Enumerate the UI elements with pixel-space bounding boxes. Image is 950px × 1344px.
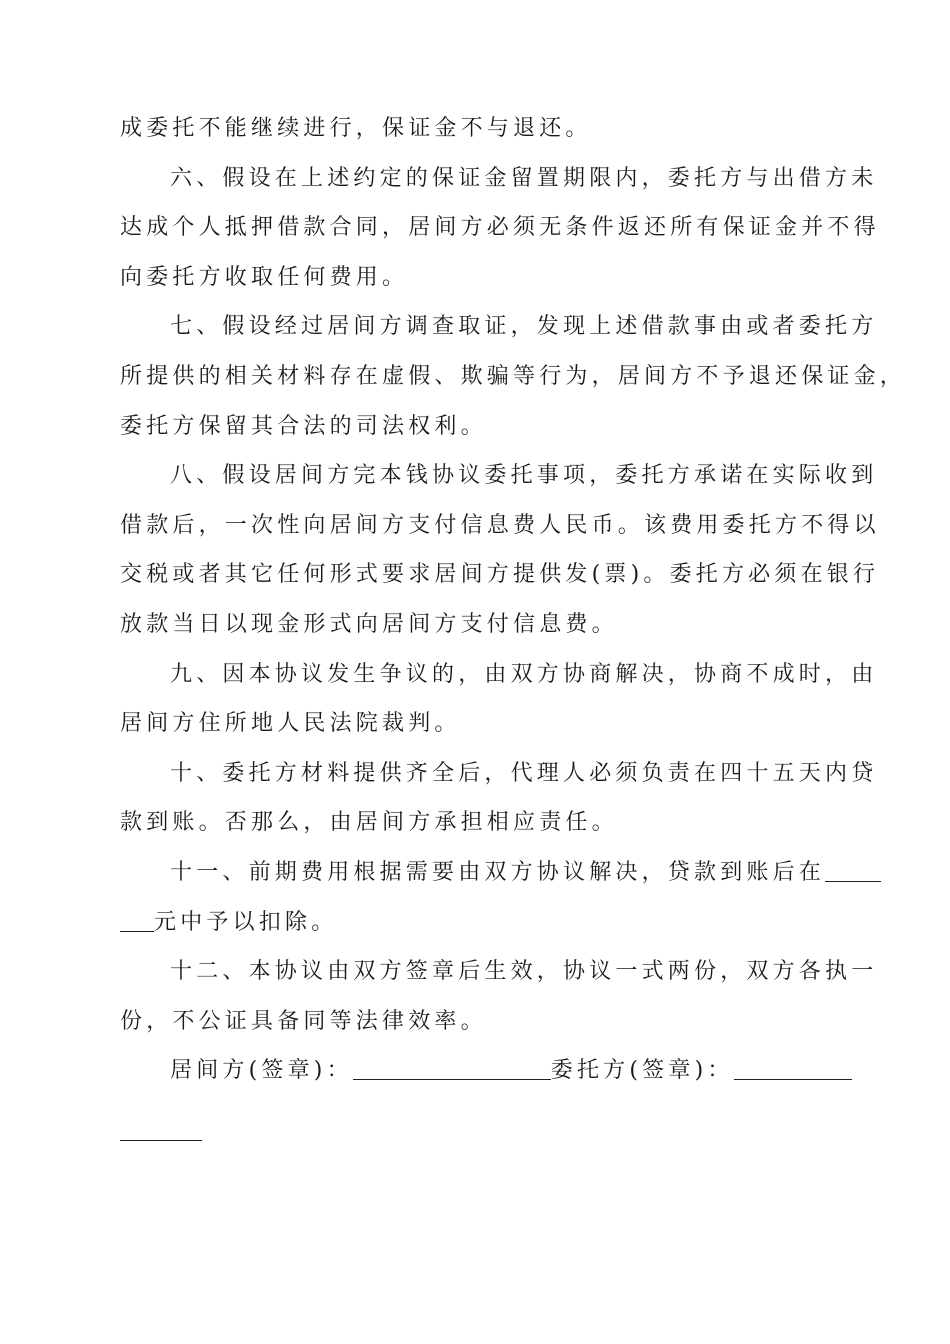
paragraph-line: 所提供的相关材料存在虚假、欺骗等行为，居间方不予退还保证金，: [120, 363, 907, 389]
document-body: [120, 104, 907, 848]
client-signature-blank: [734, 1057, 852, 1080]
document-page: [120, 104, 907, 1145]
paragraph-first-line: 七、假设经过居间方调查取证，发现上述借款事由或者委托方: [170, 314, 878, 340]
paragraph-line: 向委托方收取任何费用。: [120, 264, 409, 290]
clause-12-line-2: 份，不公证具备同等法律效率。: [120, 1008, 487, 1034]
paragraph-first-line: 十、委托方材料提供齐全后，代理人必须负责在四十五天内贷: [170, 760, 878, 786]
paragraph-line: 放款当日以现金形式向居间方支付信息费。: [120, 611, 618, 637]
signature-blank-continuation: [120, 1096, 832, 1146]
paragraph-line: 居间方住所地人民法院裁判。: [120, 711, 461, 737]
paragraph-line: 委托方保留其合法的司法权利。: [120, 413, 487, 439]
signature-row: [120, 1046, 832, 1096]
clause-11-text: 十一、前期费用根据需要由双方协议解决，贷款到账后在: [170, 859, 826, 885]
paragraph-first-line: 八、假设居间方完本钱协议委托事项，委托方承诺在实际收到: [170, 463, 878, 489]
client-signature-label: 委托方(签章)：: [550, 1058, 734, 1084]
paragraph-line: 款到账。否那么，由居间方承担相应责任。: [120, 810, 618, 836]
paragraph-line: 交税或者其它任何形式要求居间方提供发(票)。委托方必须在银行: [120, 562, 880, 588]
amount-blank-part-1: [825, 859, 881, 882]
paragraph-line: 达成个人抵押借款合同，居间方必须无条件返还所有保证金并不得: [120, 215, 880, 241]
clause-11-line-2: [120, 898, 832, 948]
amount-blank-part-2: [120, 909, 154, 932]
paragraph-first-line: 九、因本协议发生争议的，由双方协商解决，协商不成时，由: [170, 661, 878, 687]
clause-12-line-1: 十二、本协议由双方签章后生效，协议一式两份，双方各执一: [170, 959, 878, 985]
paragraph-line: 借款后，一次性向居间方支付信息费人民币。该费用委托方不得以: [120, 512, 880, 538]
paragraph-first-line: 六、假设在上述约定的保证金留置期限内，委托方与出借方未: [170, 165, 878, 191]
paragraph-line: 成委托不能继续进行，保证金不与退还。: [120, 116, 592, 141]
client-signature-blank-continued: [120, 1118, 202, 1141]
clause-11-text-end: 元中予以扣除。: [154, 909, 338, 935]
intermediary-signature-blank: [353, 1057, 551, 1080]
clause-11-line-1: [120, 848, 832, 898]
intermediary-signature-label: 居间方(签章)：: [170, 1058, 353, 1084]
